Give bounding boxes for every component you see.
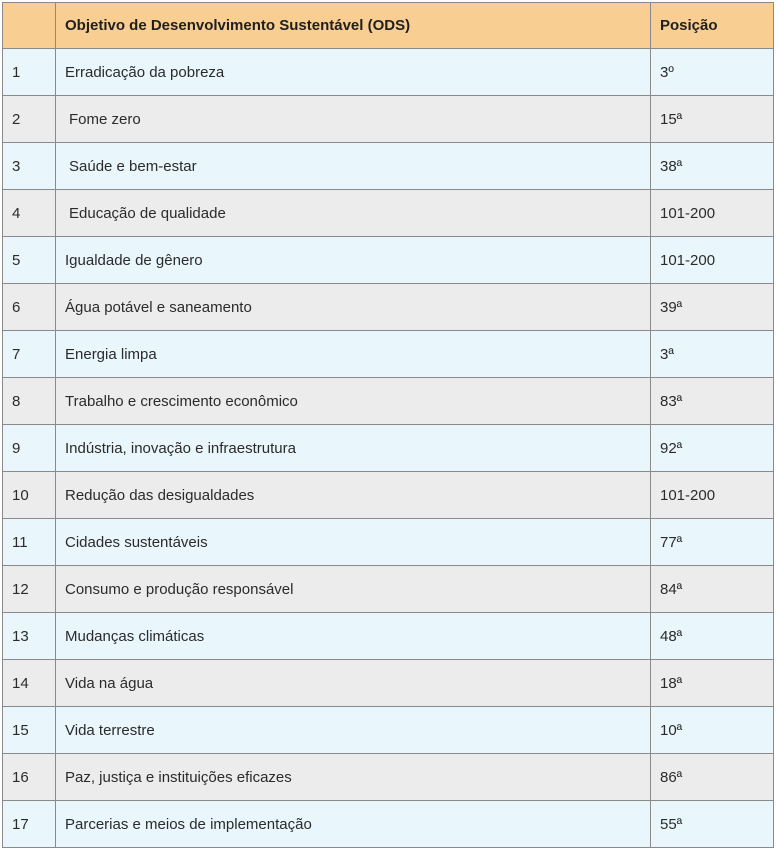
header-goal: Objetivo de Desenvolvimento Sustentável (ODS) bbox=[56, 3, 651, 49]
row-goal: Redução das desigualdades bbox=[56, 472, 651, 519]
row-goal: Água potável e saneamento bbox=[56, 284, 651, 331]
row-goal: Vida terrestre bbox=[56, 707, 651, 754]
table-row bbox=[3, 378, 774, 425]
table-row bbox=[3, 707, 774, 754]
table-row bbox=[3, 331, 774, 378]
row-goal: Parcerias e meios de implementação bbox=[56, 801, 651, 848]
row-goal: Vida na água bbox=[56, 660, 651, 707]
row-number: 15 bbox=[3, 707, 56, 754]
row-position: 38ª bbox=[651, 143, 774, 190]
row-position: 48ª bbox=[651, 613, 774, 660]
row-goal: Energia limpa bbox=[56, 331, 651, 378]
row-position: 92ª bbox=[651, 425, 774, 472]
row-goal: Indústria, inovação e infraestrutura bbox=[56, 425, 651, 472]
table-row bbox=[3, 96, 774, 143]
row-number: 2 bbox=[3, 96, 56, 143]
row-number: 16 bbox=[3, 754, 56, 801]
ods-ranking-table bbox=[2, 2, 774, 848]
row-goal: Trabalho e crescimento econômico bbox=[56, 378, 651, 425]
table-row bbox=[3, 660, 774, 707]
row-number: 13 bbox=[3, 613, 56, 660]
row-goal bbox=[56, 96, 651, 143]
row-number: 6 bbox=[3, 284, 56, 331]
table-row bbox=[3, 519, 774, 566]
row-number: 10 bbox=[3, 472, 56, 519]
row-position: 18ª bbox=[651, 660, 774, 707]
row-position: 55ª bbox=[651, 801, 774, 848]
row-number: 4 bbox=[3, 190, 56, 237]
table-row bbox=[3, 801, 774, 848]
row-position: 101-200 bbox=[651, 190, 774, 237]
table-row bbox=[3, 190, 774, 237]
row-goal bbox=[56, 190, 651, 237]
row-number: 11 bbox=[3, 519, 56, 566]
row-goal-text: Saúde e bem-estar bbox=[69, 157, 197, 175]
row-position: 3º bbox=[651, 49, 774, 96]
row-number: 12 bbox=[3, 566, 56, 613]
row-position: 10ª bbox=[651, 707, 774, 754]
row-goal: Erradicação da pobreza bbox=[56, 49, 651, 96]
header-number bbox=[3, 3, 56, 49]
row-goal: Consumo e produção responsável bbox=[56, 566, 651, 613]
header-position: Posição bbox=[651, 3, 774, 49]
table-row bbox=[3, 284, 774, 331]
table-row bbox=[3, 237, 774, 284]
row-goal: Igualdade de gênero bbox=[56, 237, 651, 284]
row-goal: Mudanças climáticas bbox=[56, 613, 651, 660]
table-row bbox=[3, 425, 774, 472]
row-position: 15ª bbox=[651, 96, 774, 143]
row-position: 83ª bbox=[651, 378, 774, 425]
table-row bbox=[3, 143, 774, 190]
table-header-row bbox=[3, 3, 774, 49]
row-number: 5 bbox=[3, 237, 56, 284]
table-row bbox=[3, 472, 774, 519]
row-goal-text: Fome zero bbox=[69, 110, 141, 128]
table-row bbox=[3, 613, 774, 660]
row-number: 8 bbox=[3, 378, 56, 425]
row-number: 14 bbox=[3, 660, 56, 707]
row-number: 3 bbox=[3, 143, 56, 190]
table-row bbox=[3, 754, 774, 801]
row-goal: Cidades sustentáveis bbox=[56, 519, 651, 566]
row-position: 3ª bbox=[651, 331, 774, 378]
row-position: 39ª bbox=[651, 284, 774, 331]
row-goal-text: Educação de qualidade bbox=[69, 204, 226, 222]
row-number: 17 bbox=[3, 801, 56, 848]
table-row bbox=[3, 49, 774, 96]
row-number: 7 bbox=[3, 331, 56, 378]
table-row bbox=[3, 566, 774, 613]
row-position: 77ª bbox=[651, 519, 774, 566]
row-position: 86ª bbox=[651, 754, 774, 801]
row-goal bbox=[56, 143, 651, 190]
row-position: 84ª bbox=[651, 566, 774, 613]
row-position: 101-200 bbox=[651, 237, 774, 284]
row-number: 9 bbox=[3, 425, 56, 472]
row-number: 1 bbox=[3, 49, 56, 96]
row-goal: Paz, justiça e instituições eficazes bbox=[56, 754, 651, 801]
row-position: 101-200 bbox=[651, 472, 774, 519]
